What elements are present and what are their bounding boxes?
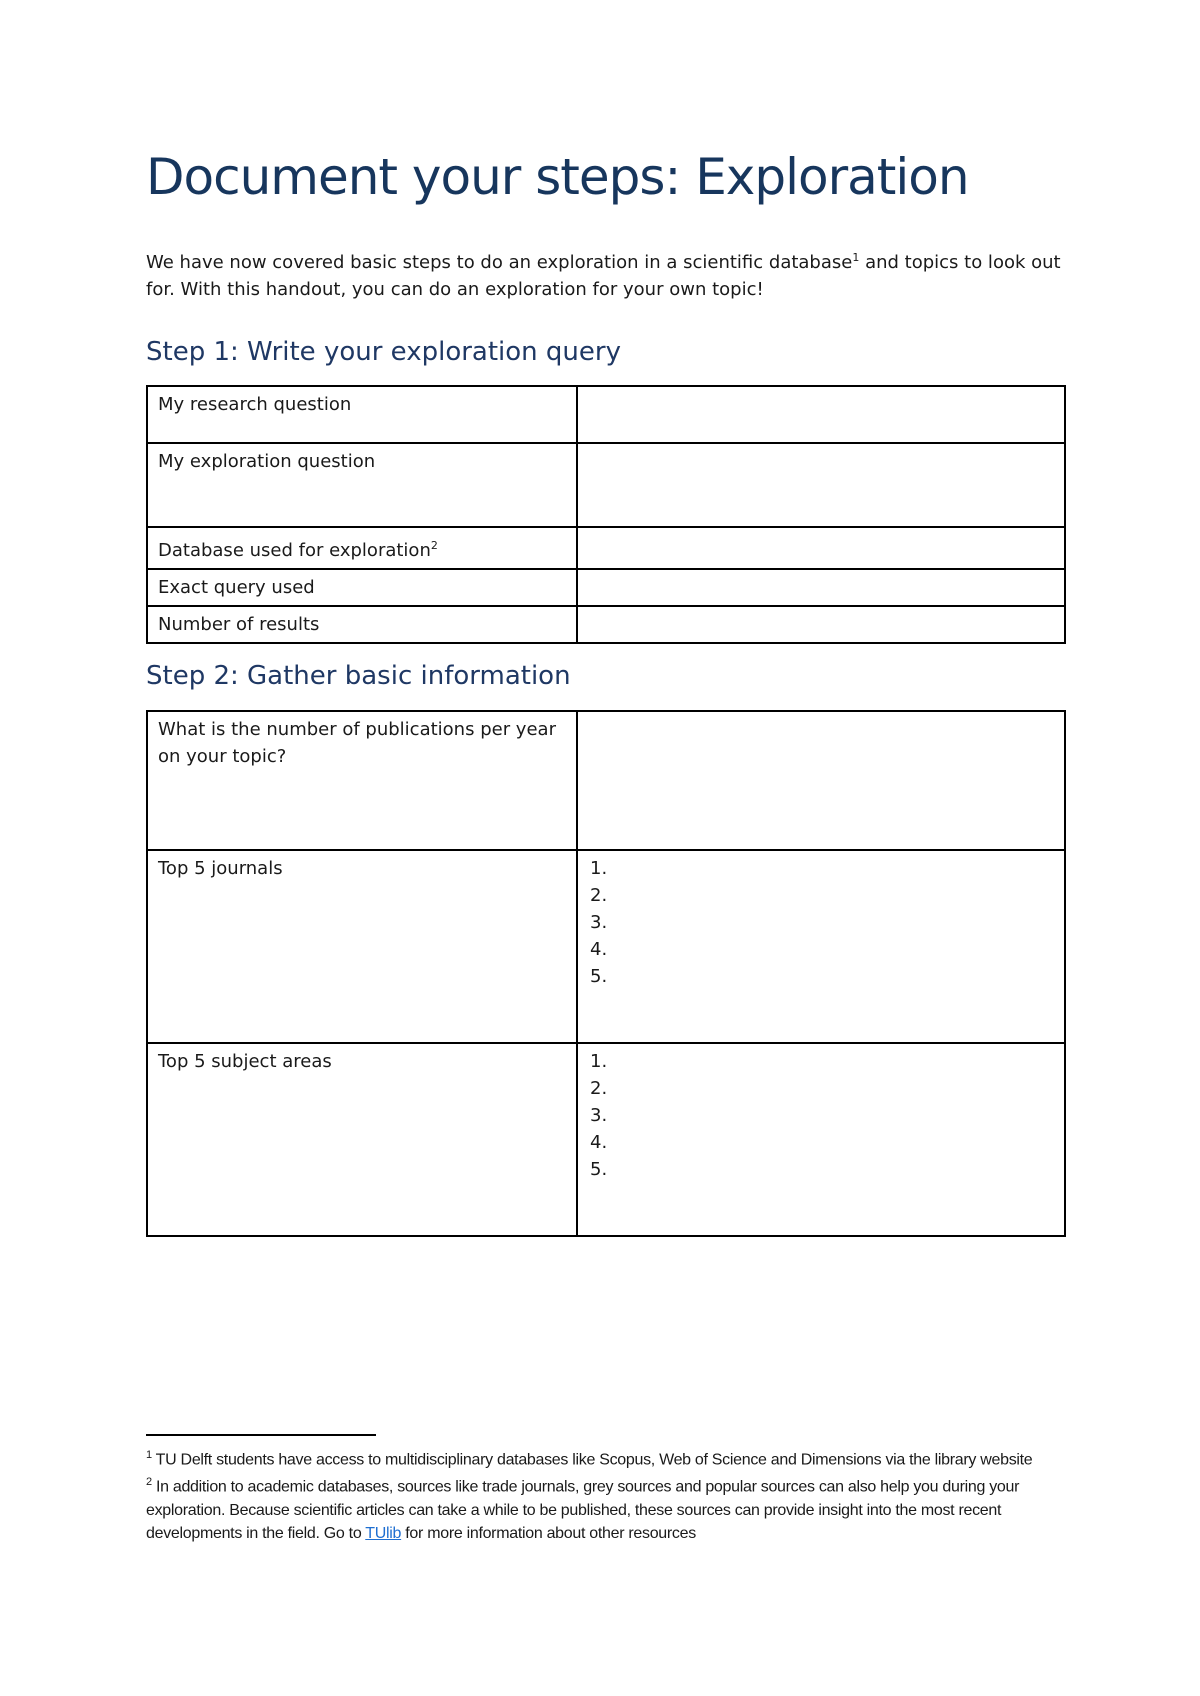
database-used-text: Database used for exploration	[158, 540, 431, 561]
exact-query-label: Exact query used	[147, 569, 577, 606]
list-item[interactable]: 4.	[590, 939, 608, 960]
database-used-field[interactable]	[577, 527, 1065, 569]
table-row	[147, 1043, 1065, 1236]
step2-heading: Step 2: Gather basic information	[146, 661, 571, 691]
list-item[interactable]: 4.	[590, 1132, 608, 1153]
step2-table	[146, 710, 1066, 1237]
list-item[interactable]: 5.	[590, 1159, 608, 1180]
list-item[interactable]: 1.	[590, 1051, 608, 1072]
intro-text-2: and topics to look out for. With this handout, you can do an exploration for your own topic!	[146, 252, 1061, 300]
top-journals-label: Top 5 journals	[147, 850, 577, 1043]
list-item[interactable]: 5.	[590, 966, 608, 987]
table-row	[147, 850, 1065, 1043]
footnote-2-text-after: for more information about other resources	[401, 1524, 696, 1542]
intro-paragraph	[146, 244, 1076, 303]
step1-heading: Step 1: Write your exploration query	[146, 337, 621, 367]
list-item[interactable]: 3.	[590, 912, 608, 933]
table-row	[147, 443, 1065, 527]
publications-per-year-label: What is the number of publications per year on your topic?	[147, 711, 577, 850]
list-item[interactable]: 2.	[590, 885, 608, 906]
top-subject-areas-list	[588, 1048, 1054, 1183]
publications-per-year-field[interactable]	[577, 711, 1065, 850]
top-journals-field[interactable]	[577, 850, 1065, 1043]
footnote-2-number: 2	[146, 1476, 152, 1489]
footnote-2-text-before: In addition to academic databases, sources like trade journals, grey sources and popular sources can also help you during your exploration. Because scientific articles can take a while to be published, these sources can provide insight into the most recent developments in the field. Go to	[146, 1478, 1020, 1542]
footnote-ref-1[interactable]: 1	[852, 251, 860, 264]
tulib-link[interactable]: TUlib	[365, 1524, 402, 1542]
step1-table	[146, 385, 1066, 644]
table-row	[147, 386, 1065, 443]
footnote-1	[146, 1444, 1076, 1471]
exploration-question-field[interactable]	[577, 443, 1065, 527]
footnotes	[146, 1444, 1076, 1545]
table-row	[147, 569, 1065, 606]
research-question-field[interactable]	[577, 386, 1065, 443]
number-of-results-label: Number of results	[147, 606, 577, 643]
database-used-label	[147, 527, 577, 569]
footnote-1-text: TU Delft students have access to multidisciplinary databases like Scopus, Web of Science and Dimensions via the library website	[151, 1451, 1033, 1469]
top-journals-list	[588, 855, 1054, 990]
table-row	[147, 606, 1065, 643]
table-row	[147, 711, 1065, 850]
list-item[interactable]: 2.	[590, 1078, 608, 1099]
list-item[interactable]: 3.	[590, 1105, 608, 1126]
top-subject-areas-label: Top 5 subject areas	[147, 1043, 577, 1236]
research-question-label: My research question	[147, 386, 577, 443]
exploration-question-label: My exploration question	[147, 443, 577, 527]
top-subject-areas-field[interactable]	[577, 1043, 1065, 1236]
intro-text-1: We have now covered basic steps to do an exploration in a scientific database	[146, 252, 853, 273]
number-of-results-field[interactable]	[577, 606, 1065, 643]
page-title: Document your steps: Exploration	[146, 148, 969, 206]
list-item[interactable]: 1.	[590, 858, 608, 879]
footnote-separator	[146, 1434, 376, 1436]
footnote-1-number: 1	[146, 1449, 152, 1461]
table-row	[147, 527, 1065, 569]
footnote-ref-2[interactable]: 2	[430, 539, 438, 552]
footnote-2	[146, 1471, 1076, 1544]
exact-query-field[interactable]	[577, 569, 1065, 606]
